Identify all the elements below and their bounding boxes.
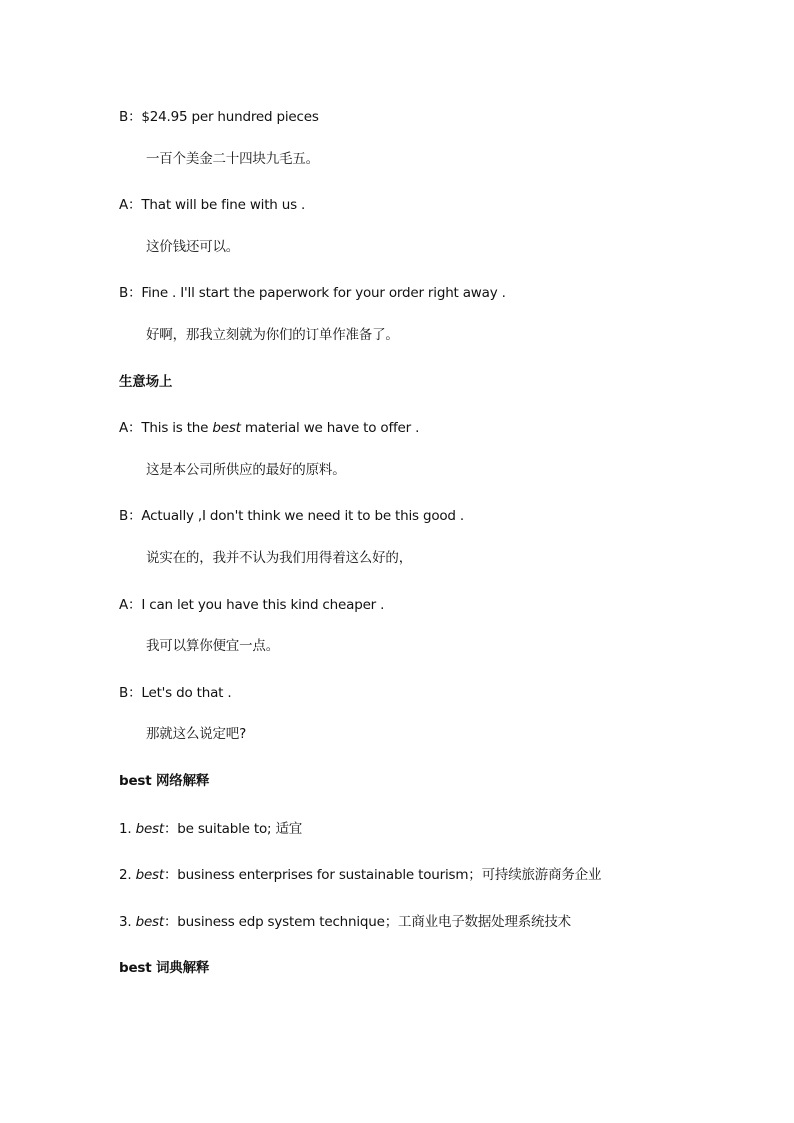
separator: ： [128,508,142,524]
speaker-label: A [119,420,129,436]
english-text: Actually ,I don't think we need it to be this good . [141,508,464,524]
definition-text: ：business edp system technique；工商业电子数据处理系统技术 [163,914,571,930]
term: best [135,914,164,930]
section-heading: best 网络解释 [119,773,210,789]
chinese-translation: 好啊，那我立刻就为你们的订单作准备了。 [146,327,399,343]
speaker-label: A [119,597,129,613]
speaker-label: B [119,109,129,125]
dialogue-line [119,196,305,214]
dialogue-line [119,596,384,614]
chinese-translation: 这是本公司所供应的最好的原料。 [146,462,346,478]
term: best [135,867,164,883]
dialogue-line [119,507,464,525]
dialogue-line [119,419,419,437]
definition-item [119,866,601,884]
chinese-translation: 这价钱还可以。 [146,239,240,255]
section-heading: best 词典解释 [119,960,210,976]
english-text: Let's do that . [141,685,232,701]
separator: ： [128,197,142,213]
definition-text: ：business enterprises for sustainable tourism；可持续旅游商务企业 [163,867,602,883]
separator: ： [128,420,142,436]
chinese-translation: 一百个美金二十四块九毛五。 [146,151,319,167]
item-number: 2. [119,867,136,883]
section-heading: 生意场上 [119,374,173,390]
speaker-label: B [119,685,129,701]
separator: ： [128,685,142,701]
separator: ： [128,109,142,125]
english-text: Fine . I'll start the paperwork for your order right away . [141,285,506,301]
separator: ： [128,597,142,613]
english-text: That will be fine with us . [141,197,306,213]
item-number: 1. [119,821,136,837]
english-text: material we have to offer . [240,420,420,436]
chinese-translation: 说实在的，我并不认为我们用得着这么好的， [146,550,412,566]
emphasized-word: best [212,420,241,436]
english-text: $24.95 per hundred pieces [141,109,319,125]
term: best [135,821,164,837]
speaker-label: B [119,508,129,524]
dialogue-line [119,684,231,702]
definition-item [119,913,571,931]
chinese-translation: 我可以算你便宜一点。 [146,638,279,654]
definition-text: ：be suitable to; 适宜 [163,821,303,837]
dialogue-line [119,284,506,302]
dialogue-line [119,108,319,126]
separator: ： [128,285,142,301]
speaker-label: B [119,285,129,301]
english-text: This is the [141,420,213,436]
definition-item [119,820,302,838]
item-number: 3. [119,914,136,930]
chinese-translation: 那就这么说定吧? [146,726,247,742]
english-text: I can let you have this kind cheaper . [141,597,385,613]
speaker-label: A [119,197,129,213]
